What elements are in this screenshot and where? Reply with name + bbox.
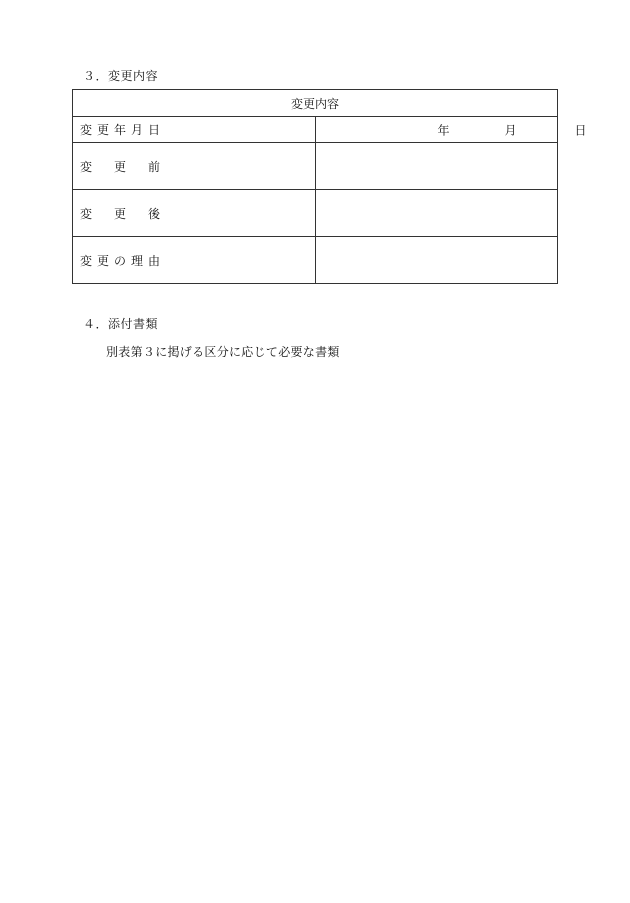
row-label [80, 205, 160, 222]
table-row [73, 237, 558, 284]
change-date-label [73, 117, 316, 143]
label-char: の [113, 253, 126, 268]
change-date-value-cell[interactable] [315, 117, 587, 143]
label-char: 年 [113, 123, 126, 137]
section-4-heading: ４．添付書類 [83, 317, 159, 331]
label-char: 日 [147, 123, 160, 137]
label-char: 月 [130, 123, 143, 137]
attachments-description: 別表第３に掲げる区分に応じて必要な書類 [106, 345, 340, 359]
section-3-heading: ３．変更内容 [83, 69, 159, 83]
year-unit: 年 [437, 123, 450, 137]
label-char: 前 [147, 159, 160, 174]
label-char: 変 [80, 159, 93, 174]
before-change-value-cell[interactable] [315, 143, 558, 190]
label-char: 更 [113, 206, 126, 221]
change-reason-label [73, 237, 316, 284]
label-char: 更 [96, 253, 109, 268]
change-details-table [72, 89, 587, 284]
row-label [80, 158, 160, 175]
table-row [73, 143, 558, 190]
table-row [73, 190, 558, 237]
day-unit: 日 [574, 123, 587, 137]
label-char: 変 [80, 123, 93, 137]
label-char: 由 [147, 253, 160, 268]
label-char: 変 [80, 253, 93, 268]
table-row [73, 117, 558, 143]
label-char: 変 [80, 206, 93, 221]
before-change-label [73, 143, 316, 190]
label-char: 後 [147, 206, 160, 221]
change-reason-value-cell[interactable] [315, 237, 558, 284]
label-char: 更 [113, 159, 126, 174]
row-label [80, 252, 160, 269]
month-unit: 月 [504, 123, 517, 137]
after-change-label [73, 190, 316, 237]
table-header-cell: 変更内容 [73, 90, 558, 117]
after-change-value-cell[interactable] [315, 190, 558, 237]
row-label [80, 121, 160, 138]
table-header-row [73, 90, 558, 117]
label-char: 理 [130, 253, 143, 268]
label-char: 更 [96, 123, 109, 137]
